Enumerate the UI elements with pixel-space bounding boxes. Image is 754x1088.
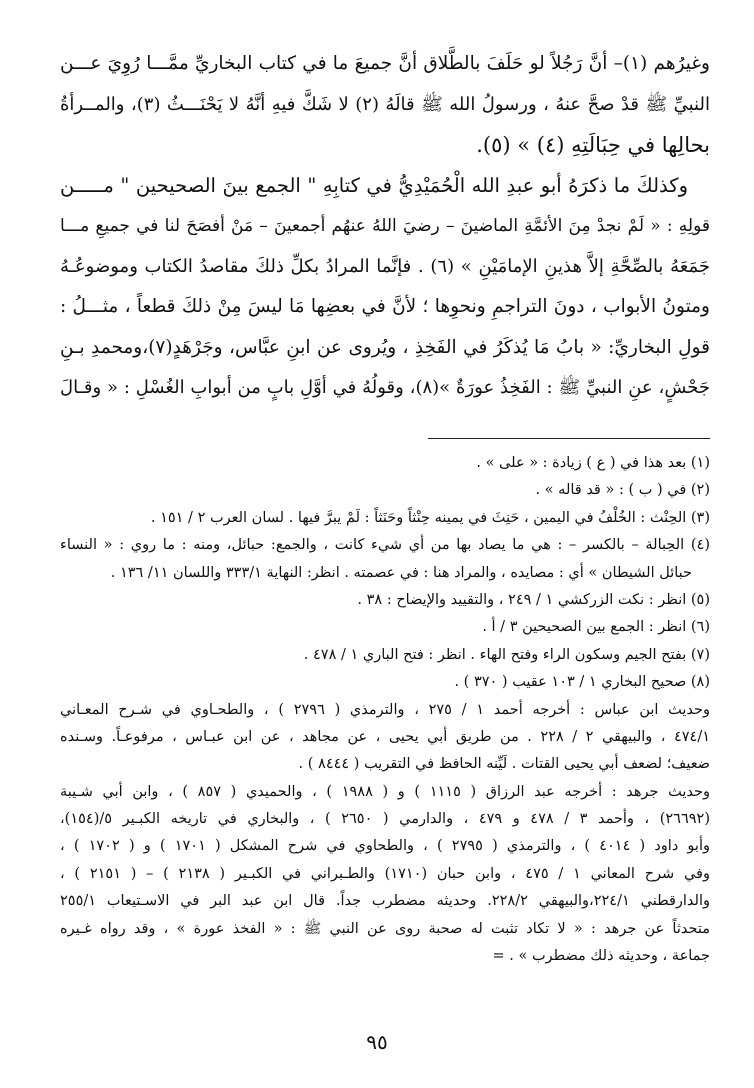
footnote-line: حبائل الشيطان » أي : مصايده ، والمراد هنا : في عصمته . انظر: النهاية ٣٣٣/١ واللسان ١١/ ١٣٦ . xyxy=(110,564,692,581)
footnote-line: (٤) الحِبالة – بالكسر – : هي ما يصاد بها من أي شيء كانت ، والجمع: حبائل، ومنه : ما روي : « النساء xyxy=(60,537,710,554)
main-line: ومتونُ الأبواب ، دونَ التراجمِ ونحوِها ؛ لأنَّ في بعضِها مَا ليسَ مِنْ ذلكَ قطعاً ، مثـــلُ : xyxy=(60,296,710,317)
footnote-line: (٥) انظر : نكت الزركشي ١ / ٢٤٩ ، والتقييد والإيضاح : ٣٨ . xyxy=(357,591,710,608)
footnote-line: وأبو داود ( ٤٠١٤ ) ، والترمذي ( ٢٧٩٥ ) ، والطحاوي في شرح المشكل ( ١٧٠١ ) و ( ١٧٠٢ ) ، xyxy=(60,838,710,855)
footnote-divider xyxy=(428,438,710,439)
page-number: ٩٥ xyxy=(366,1030,388,1054)
footnote-line: (١) بعد هذا في ( ع ) زيادة : « على » . xyxy=(476,455,710,471)
footnote-line: وحديث جرهد : أخرجه عبد الرزاق ( ١١١٥ ) و ( ١٩٨٨ ) ، والحميدي ( ٨٥٧ ) ، وابن أبي شـيبة xyxy=(60,783,710,800)
main-line: جَحْشٍ، عنِ النبيِّ ﷺ : الفَخِذُ عورَةٌ »(٨)، وقولُهُ في أوَّلِ بابٍ من أبوابِ الغُسْلِ : « وقـالَ xyxy=(60,377,710,398)
footnote-line: جماعة ، وحديثه ذلك مضطرب » . = xyxy=(492,948,710,965)
main-line: وكذلكَ ما ذكرَهُ أبو عبدِ الله الْحُمَيْدِيُّ في كتابِهِ " الجمع بينَ الصحيحين " مـــــن xyxy=(60,173,688,197)
footnote-line: وحديث ابن عباس : أخرجه أحمد ١ / ٢٧٥ ، والترمذي ( ٢٧٩٦ ) ، والطحـاوي في شـرح المعـاني xyxy=(60,701,710,718)
main-line: جَمَعَهُ بالصِّحَّةِ إلاَّ هذينِ الإمامَيْنِ » (٦) . فإنَّما المرادُ بكلِّ ذلكَ مقاصدُ الكتاب وموضوعُـهُ xyxy=(60,255,710,277)
footnote-line: (٢٦٦٩٢) ، وأحمد ٣ / ٤٧٨ و ٤٧٩ ، والدارمي ( ٢٦٥٠ ) ، والبخاري في تاريخه الكبـير ٥/(١٥٤)، xyxy=(60,811,710,828)
main-line: قولِهِ : « لَمْ نجدْ مِنَ الأئمَّةِ الماضينَ – رضيَ اللهُ عنهُم أجمعينَ – مَنْ أفصَحَ لنا في جميعِ مـــا xyxy=(60,216,710,236)
footnote-line: ضعيف؛ لضعف أبي يحيى القتات . لَيِّنه الحافظ في التقريب ( ٨٤٤٤ ) . xyxy=(298,756,710,773)
main-line: وغيرُهم (١)– أنَّ رَجُلاً لو حَلَفَ بالطَّلاق أنَّ جميعَ ما في كتاب البخاريِّ ممَّـــا رُوِيَ عـــن xyxy=(60,53,710,74)
footnote-line: وفي شرح المعاني ١ / ٤٧٥ ، وابن حبان (١٧١٠) والطـبراني في الكبـير ( ٢١٣٨ ) – ( ٢١٥١ ) ، xyxy=(60,865,710,882)
footnote-line: (٣) الحِنْث : الخُلْفُ في اليمين ، حَنِثَ في يمينه حِنْثاً وحَنَثاً : لَمْ يبرَّ فيها . لسان العرب ٢ / ١٥١ . xyxy=(150,509,710,526)
main-line: بحالِها في حِبَالَتِهِ (٤) » (٥). xyxy=(476,133,710,157)
footnote-line: والدارقطني ٢٢٤/١،والبيهقي ٢٢٨/٢. وحديثه مضطرب جداً. قال ابن عبد البر في الاسـتيعاب ٢٥٥/١ xyxy=(60,893,710,910)
footnotes xyxy=(60,450,710,970)
footnote-line: (٦) انظر : الجمع بين الصحيحين ٣ / أ . xyxy=(482,619,710,636)
main-text xyxy=(60,44,710,409)
main-line: النبيِّ ﷺ قدْ صحَّ عنهُ ، ورسولُ الله ﷺ قالَهُ (٢) لا شَكَّ فيهِ أنَّهُ لا يَحْنَـــثُ (٣)، والمــرأةُ xyxy=(60,93,710,115)
footnote-line: ٤٧٤/١ ، والبيهقي ٢ / ٢٢٨ . من طريق أبي يحيى ، عن مجاهد ، عن ابن عبـاس ، مرفوعـاً. وسـنده xyxy=(60,728,710,745)
main-line: قولِ البخاريِّ: « بابُ مَا يُذكَرُ في الفَخِذِ ، ويُروى عن ابنِ عبَّاس، وجَرْهَدٍ(٧)،ومحمدِ بـنِ xyxy=(60,336,710,358)
footnote-line: متحدثاً عن جرهد : « لا تكاد تثبت له صحبة روى عن النبي ﷺ : « الفخذ عورة » ، وقد رواه غـيره xyxy=(60,920,710,937)
footnote-line: (٨) صحيح البخاري ١ / ١٠٣ عقيب ( ٣٧٠ ) . xyxy=(454,674,710,691)
footnote-line: (٢) في ( ب ) : « قد قاله » . xyxy=(535,482,710,499)
footnote-line: (٧) بفتح الجيم وسكون الراء وفتح الهاء . انظر : فتح الباري ١ / ٤٧٨ . xyxy=(303,646,710,663)
